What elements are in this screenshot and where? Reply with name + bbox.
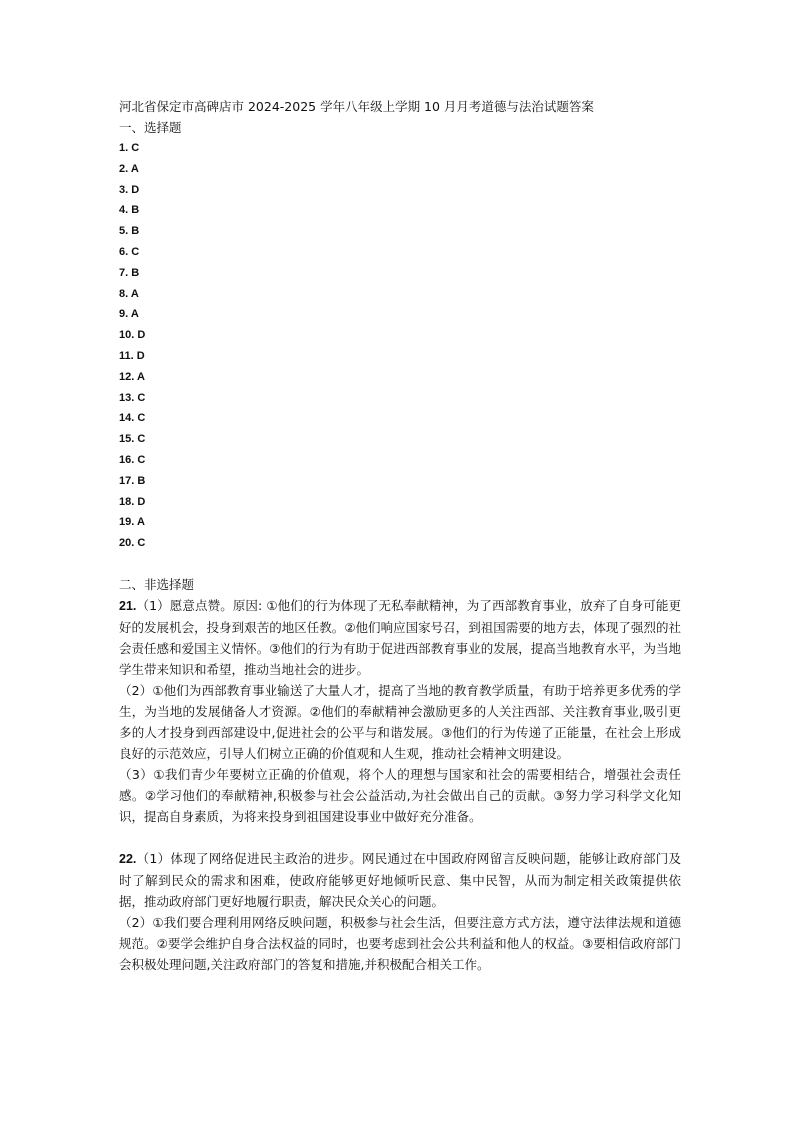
question-21-part-2: （2）①他们为西部教育事业输送了大量人才，提高了当地的教育教学质量，有助于培养更多优秀的学生，为当地的发展储备人才资源。②他们的奉献精神会激励更多的人关注西部、关注教育事业,吸引更多的人才投身到西部建设中,促进社会的公平与和谐发展。③他们的行为传递了正能量，在社会上形成良好的示范效应，引导人们树立正确的价值观和人生观，推动社会精神文明建设。 xyxy=(119,682,681,761)
question-number: 21. xyxy=(119,598,137,613)
question-gap xyxy=(119,827,681,848)
answer-item: 15. C xyxy=(119,433,146,446)
answer-item: 2. A xyxy=(119,162,139,175)
multiple-choice-answer-list xyxy=(119,138,681,554)
question-22-part-2: （2）①我们要合理利用网络反映问题，积极参与社会生活，但要注意方式方法，遵守法律法规和道德规范。②要学会维护自身合法权益的同时，也要考虑到社会公共利益和他人的权益。③要相信政府部门会积极处理问题,关注政府部门的答复和措施,并积极配合相关工作。 xyxy=(119,914,681,972)
answer-item: 18. D xyxy=(119,495,146,508)
answer-item: 4. B xyxy=(119,204,140,217)
question-21-part-3: （3）①我们青少年要树立正确的价值观，将个人的理想与国家和社会的需要相结合，增强社会责任感。②学习他们的奉献精神,积极参与社会公益活动,为社会做出自己的贡献。③努力学习科学文化知识，提高自身素质，为将来投身到祖国建设事业中做好充分准备。 xyxy=(119,766,681,824)
answer-item: 9. A xyxy=(119,308,139,321)
question-number: 22. xyxy=(119,851,137,866)
document-title: 河北省保定市高碑店市 2024-2025 学年八年级上学期 10 月月考道德与法治试题答案 xyxy=(119,99,594,114)
answer-item: 17. B xyxy=(119,474,146,487)
answer-item: 3. D xyxy=(119,183,140,196)
answer-item: 14. C xyxy=(119,412,146,425)
answer-item: 1. C xyxy=(119,142,140,154)
section-gap xyxy=(119,554,681,574)
answer-item: 19. A xyxy=(119,516,145,529)
answer-item: 16. C xyxy=(119,453,146,466)
answer-item: 7. B xyxy=(119,266,140,279)
answer-text: （1）体现了网络促进民主政治的进步。网民通过在中国政府网留言反映问题，能够让政府部门及时了解到民众的需求和困难，使政府能够更好地倾听民意、集中民智，从而为制定相关政策提供依据，推动政府部门更好地履行职责，解决民众关心的问题。 xyxy=(119,850,681,909)
answer-item: 10. D xyxy=(119,329,146,342)
question-22-part-1 xyxy=(119,848,681,912)
answer-item: 11. D xyxy=(119,349,145,362)
question-21-part-1 xyxy=(119,595,681,680)
answer-item: 20. C xyxy=(119,537,146,550)
answer-item: 6. C xyxy=(119,245,140,258)
answer-text: （1）愿意点赞。原因: ①他们的行为体现了无私奉献精神，为了西部教育事业，放弃了自身可能更好的发展机会，投身到艰苦的地区任教。②他们响应国家号召，到祖国需要的地方去，体现了强烈的社会责任感和爱国主义情怀。③他们的行为有助于促进西部教育事业的发展，提高当地教育水平，为当地学生带来知识和希望，推动当地社会的进步。 xyxy=(119,597,681,677)
section-heading-multiple-choice: 一、选择题 xyxy=(119,120,182,135)
answer-item: 8. A xyxy=(119,287,139,300)
document-page xyxy=(119,96,681,975)
answer-item: 5. B xyxy=(119,225,140,238)
answer-item: 13. C xyxy=(119,391,146,404)
section-heading-non-choice: 二、非选择题 xyxy=(119,576,195,592)
answer-item: 12. A xyxy=(119,370,145,383)
